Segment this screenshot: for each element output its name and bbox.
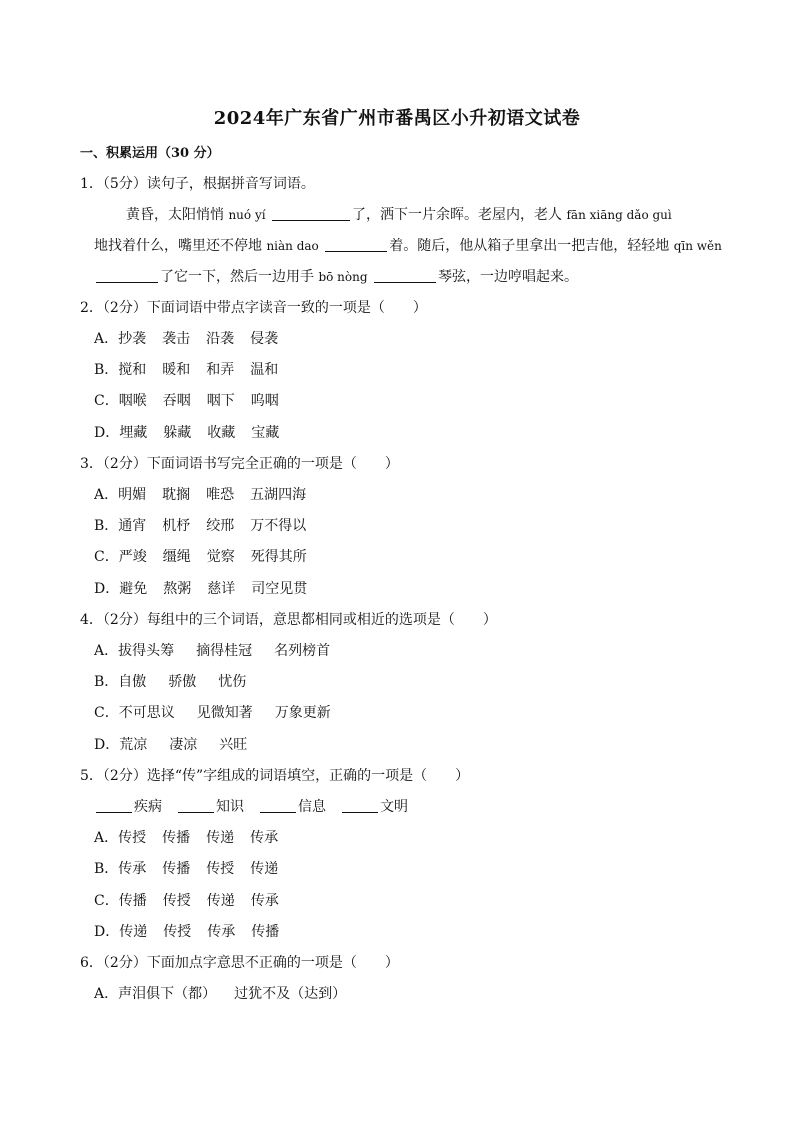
text-segment: 黄昏，太阳悄悄	[126, 207, 229, 223]
question-5-option-c[interactable]	[94, 891, 279, 911]
answer-blank	[325, 237, 387, 252]
option-word: 传承	[250, 830, 279, 846]
option-word: C．咽喉	[94, 393, 147, 409]
question-3-option-b[interactable]	[94, 516, 306, 536]
section-heading: 一、积累运用（30 分）	[80, 146, 220, 161]
question-4-option-a[interactable]	[94, 641, 330, 661]
option-word: 万象更新	[274, 705, 331, 721]
question-5-stem: 5．（2分）选择“传”字组成的词语填空，正确的一项是（ ）	[80, 768, 470, 784]
option-word: 唯恐	[206, 487, 235, 503]
answer-blank	[178, 798, 214, 813]
option-word: 五湖四海	[250, 487, 307, 503]
question-4-option-d[interactable]	[94, 735, 247, 755]
question-2-option-b[interactable]	[94, 360, 278, 380]
question-5-option-b[interactable]	[94, 859, 278, 879]
option-word: 缰绳	[162, 549, 191, 565]
option-word: C．严竣	[94, 549, 147, 565]
option-word: 司空见贯	[251, 581, 308, 597]
option-word: 传授	[206, 861, 235, 877]
pinyin: niàn dao	[266, 239, 319, 253]
question-1-line-1	[126, 205, 672, 225]
answer-blank	[272, 206, 350, 221]
option-word: 呜咽	[250, 393, 279, 409]
option-word: 机杼	[162, 518, 191, 534]
option-word: 忧伤	[218, 674, 247, 690]
option-word: 侵袭	[250, 331, 279, 347]
option-word: 兴旺	[219, 737, 248, 753]
question-2-option-d[interactable]	[94, 423, 279, 443]
question-1-line-3	[94, 267, 578, 287]
option-word: 传递	[206, 830, 235, 846]
text-segment: 了，洒下一片余晖。老屋内，老人	[352, 207, 567, 223]
option-word: 咽下	[206, 393, 235, 409]
option-word: D．荒凉	[94, 737, 148, 753]
fill-word: 信息	[298, 799, 326, 815]
page-title: 2024年广东省广州市番禺区小升初语文试卷	[213, 108, 581, 129]
question-1-line-2	[94, 236, 722, 256]
option-word: 传递	[250, 861, 279, 877]
question-2-option-c[interactable]	[94, 391, 279, 411]
question-2-stem: 2．（2分）下面词语中带点字读音一致的一项是（ ）	[80, 300, 427, 316]
option-word: 万不得以	[250, 518, 307, 534]
text-segment: 琴弦，一边哼唱起来。	[438, 269, 578, 285]
pinyin: nuó yí	[228, 208, 266, 222]
option-word: 慈详	[207, 581, 236, 597]
option-word: 名列榜首	[274, 643, 331, 659]
question-1-stem: 1．（5分）读句子，根据拼音写词语。	[80, 176, 315, 192]
option-word: 温和	[250, 362, 279, 378]
option-word: 躲藏	[163, 425, 192, 441]
question-5-option-d[interactable]	[94, 922, 279, 942]
option-word: 觉察	[206, 549, 235, 565]
option-word: D．避免	[94, 581, 148, 597]
option-word: 传播	[162, 861, 191, 877]
pinyin: fān xiāng dǎo guì	[566, 208, 672, 222]
option-word: 传播	[162, 830, 191, 846]
question-5-fill-row	[94, 797, 408, 817]
option-word: 袭击	[162, 331, 191, 347]
answer-blank	[260, 798, 296, 813]
question-6-option-a[interactable]	[94, 984, 346, 1004]
option-word: 传授	[162, 893, 191, 909]
text-segment: 了它一下，然后一边用手	[160, 269, 319, 285]
text-segment: 地找着什么，嘴里还不停地	[94, 238, 267, 254]
option-word: A．声泪俱下（都）	[94, 986, 217, 1002]
option-word: 传承	[207, 924, 236, 940]
option-word: 摘得桂冠	[196, 643, 253, 659]
option-word: 凄凉	[169, 737, 198, 753]
option-word: D．埋藏	[94, 425, 148, 441]
option-word: D．传递	[94, 924, 148, 940]
option-word: 死得其所	[250, 549, 307, 565]
option-word: 绞邢	[206, 518, 235, 534]
fill-word: 文明	[380, 799, 408, 815]
option-word: 熬粥	[163, 581, 192, 597]
option-word: B．自傲	[94, 674, 147, 690]
answer-blank	[96, 268, 158, 283]
answer-blank	[96, 798, 132, 813]
option-word: 耽搁	[162, 487, 191, 503]
option-word: A．拔得头筹	[94, 643, 175, 659]
option-word: 过犹不及（达到）	[234, 986, 347, 1002]
option-word: 宝藏	[251, 425, 280, 441]
option-word: 和弄	[206, 362, 235, 378]
option-word: 传授	[163, 924, 192, 940]
option-word: A．传授	[94, 830, 147, 846]
question-3-option-a[interactable]	[94, 485, 306, 505]
fill-word: 知识	[216, 799, 244, 815]
option-word: 传递	[206, 893, 235, 909]
answer-blank	[342, 798, 378, 813]
question-3-stem: 3．（2分）下面词语书写完全正确的一项是（ ）	[80, 456, 399, 472]
pinyin: bō nòng	[318, 270, 368, 284]
option-word: B．搅和	[94, 362, 147, 378]
pinyin: qīn wěn	[673, 239, 722, 253]
option-word: 见微知著	[196, 705, 253, 721]
option-word: 收藏	[207, 425, 236, 441]
question-6-stem: 6．（2分）下面加点字意思不正确的一项是（ ）	[80, 955, 399, 971]
option-word: C．传播	[94, 893, 147, 909]
option-word: A．抄袭	[94, 331, 147, 347]
question-4-option-c[interactable]	[94, 703, 331, 723]
option-word: 暖和	[162, 362, 191, 378]
option-word: C．不可思议	[94, 705, 175, 721]
option-word: B．通宵	[94, 518, 147, 534]
text-segment: 着。随后，他从箱子里拿出一把吉他，轻轻地	[389, 238, 674, 254]
option-word: B．传承	[94, 861, 147, 877]
question-4-option-b[interactable]	[94, 672, 246, 692]
answer-blank	[374, 268, 436, 283]
question-5-option-a[interactable]	[94, 828, 278, 848]
option-word: 沿袭	[206, 331, 235, 347]
option-word: 传播	[251, 924, 280, 940]
option-word: 吞咽	[162, 393, 191, 409]
option-word: 传承	[250, 893, 279, 909]
question-2-option-a[interactable]	[94, 329, 278, 349]
question-3-option-d[interactable]	[94, 579, 307, 599]
question-4-stem: 4．（2分）每组中的三个词语，意思都相同或相近的选项是（ ）	[80, 612, 497, 628]
option-word: A．明媚	[94, 487, 147, 503]
fill-word: 疾病	[134, 799, 162, 815]
option-word: 骄傲	[168, 674, 197, 690]
question-3-option-c[interactable]	[94, 547, 307, 567]
